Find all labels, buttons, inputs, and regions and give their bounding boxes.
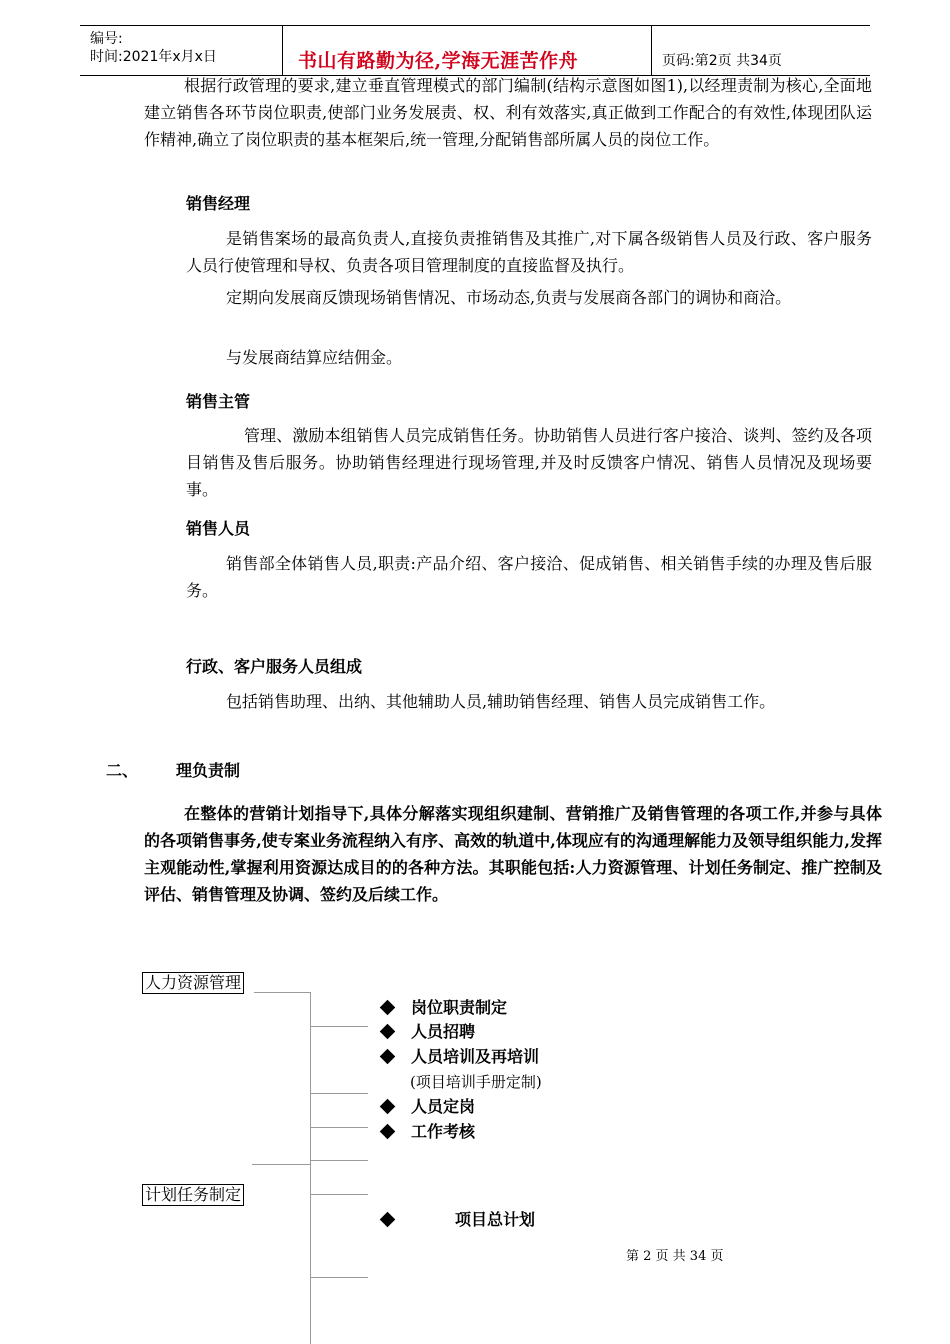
diamond-bullet-icon: [380, 1212, 396, 1228]
hr-item-1: [380, 995, 507, 1020]
intro-paragraph: 根据行政管理的要求,建立垂直管理模式的部门编制(结构示意图如图1),以经理责制为核心,全面地建立销售各环节岗位职责,使部门业务发展责、权、利有效落实,真正做到工作配合的有效性,体现团队运作精神,确立了岗位职责的基本框架后,统一管理,分配销售部所属人员的岗位工作。: [144, 76, 872, 149]
branch-5: [310, 1194, 368, 1195]
manager-paragraph-3: 与发展商结算应结佣金。: [226, 348, 403, 367]
heading-sales-staff: 销售人员: [186, 519, 251, 538]
diamond-bullet-icon: [380, 1049, 396, 1065]
manager-paragraph-1: 是销售案场的最高负责人,直接负责推销售及其推广,对下属各级销售人员及行政、客户服务人员行使管理和导权、负责各项目管理制度的直接监督及执行。: [186, 229, 872, 275]
hr-item-note: (项目培训手册定制): [410, 1073, 542, 1091]
branch-4: [310, 1160, 368, 1161]
plan-task-box: 计划任务制定: [142, 1184, 244, 1206]
diamond-bullet-icon: [380, 1124, 396, 1140]
hr-item-label: 人员培训及再培训: [411, 1047, 540, 1066]
hr-management-box: 人力资源管理: [142, 972, 244, 994]
header-page-info: 页码:第2页 共34页: [662, 53, 782, 69]
header-time-label: 时间:2021年x月x日: [90, 49, 217, 65]
hr-item-3: [380, 1044, 539, 1069]
diamond-bullet-icon: [380, 1099, 396, 1115]
plan-connector: [252, 1164, 310, 1165]
plan-item-1: [380, 1207, 535, 1232]
header-top-rule: [80, 25, 870, 26]
hr-connector-top: [254, 992, 310, 993]
hr-item-label: 人员招聘: [411, 1022, 476, 1041]
section-title: 理负责制: [176, 761, 241, 780]
section-number: 二、: [106, 761, 139, 780]
hr-item-4: [380, 1094, 475, 1119]
hr-item-5: [380, 1119, 475, 1144]
staff-paragraph: 销售部全体销售人员,职责:产品介绍、客户接洽、促成销售、相关销售手续的办理及售后服务。: [186, 554, 872, 600]
diamond-bullet-icon: [380, 1000, 396, 1016]
manager-paragraph-2: 定期向发展商反馈现场销售情况、市场动态,负责与发展商各部门的调协和商洽。: [226, 288, 792, 307]
heading-admin-service: 行政、客户服务人员组成: [186, 657, 363, 676]
branch-6: [310, 1277, 368, 1278]
header-motto: 书山有路勤为径,学海无涯苦作舟: [298, 50, 579, 72]
page-footer: 第 2 页 共 34 页: [626, 1249, 724, 1264]
branch-3: [310, 1127, 368, 1128]
branch-2: [310, 1093, 368, 1094]
header-number-label: 编号:: [90, 31, 123, 47]
hr-item-label: 工作考核: [411, 1122, 476, 1141]
header-divider-left: [282, 25, 283, 75]
heading-sales-supervisor: 销售主管: [186, 392, 251, 411]
heading-sales-manager: 销售经理: [186, 194, 251, 213]
section-bold-paragraph: 在整体的营销计划指导下,具体分解落实现组织建制、营销推广及销售管理的各项工作,并参与具体的各项销售事务,使专案业务流程纳入有序、高效的轨道中,体现应有的沟通理解能力及领导组织能力,发挥主观能动性,掌握利用资源达成目的的各种方法。其职能包括:人力资源管理、计划任务制定、推广控制及评估、销售管理及协调、签约及后续工作。: [144, 804, 882, 904]
admin-paragraph: 包括销售助理、出纳、其他辅助人员,辅助销售经理、销售人员完成销售工作。: [226, 692, 776, 711]
hr-item-label: 岗位职责制定: [411, 998, 508, 1017]
diamond-bullet-icon: [380, 1024, 396, 1040]
plan-item-label: 项目总计划: [455, 1210, 536, 1229]
hr-item-2: [380, 1019, 475, 1044]
tree-trunk: [310, 992, 311, 1344]
branch-1: [310, 1026, 368, 1027]
hr-item-label: 人员定岗: [411, 1097, 476, 1116]
supervisor-paragraph: 管理、激励本组销售人员完成销售任务。协助销售人员进行客户接洽、谈判、签约及各项目销售及售后服务。协助销售经理进行现场管理,并及时反馈客户情况、销售人员情况及现场要事。: [186, 426, 872, 499]
header-divider-right: [651, 25, 652, 75]
